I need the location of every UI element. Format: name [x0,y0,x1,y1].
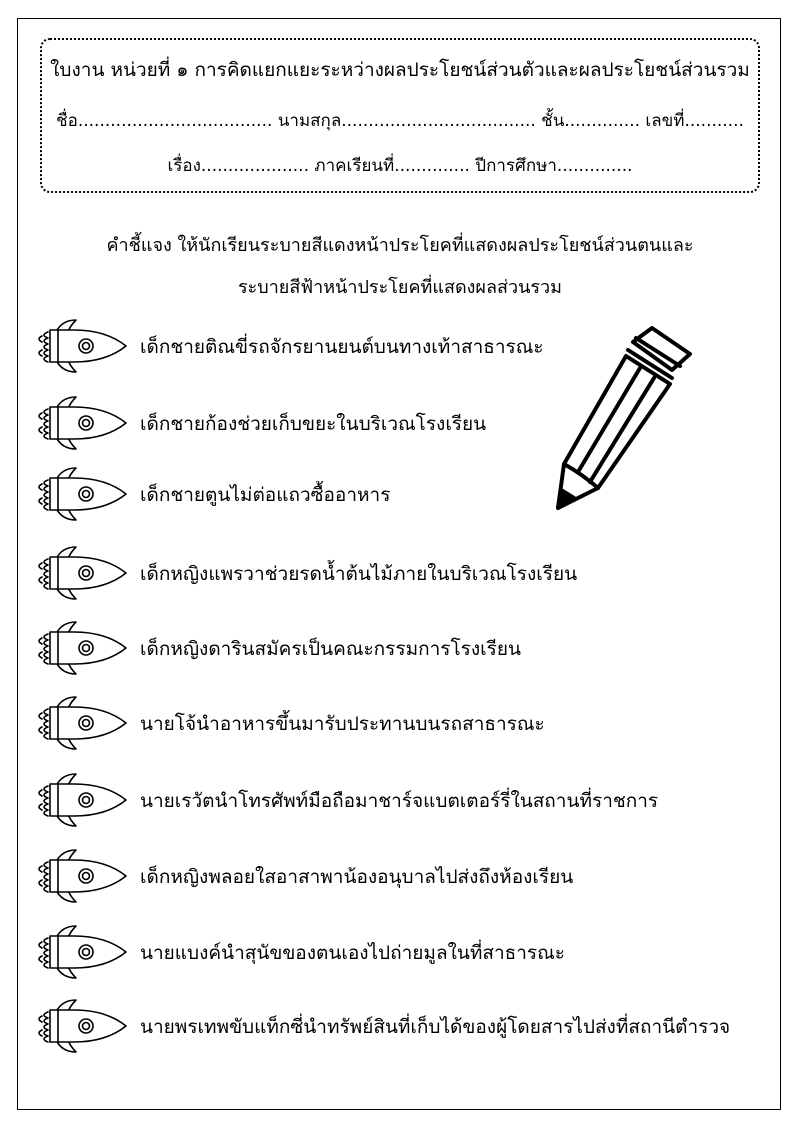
subject-info-line: เรื่อง.................... ภาคเรียนที่.............. ปีการศึกษา.............. [167,156,633,176]
statement-text: เด็กหญิงแพรวาช่วยรดน้ำต้นไม้ภายในบริเวณโรงเรียน [140,563,578,585]
rocket-icon[interactable] [28,466,132,522]
list-item-1 [28,318,768,374]
rocket-icon[interactable] [28,695,132,751]
list-item-8 [28,848,768,904]
statement-text: เด็กหญิงพลอยใสอาสาพาน้องอนุบาลไปส่งถึงห้องเรียน [140,866,574,888]
list-item-2 [28,395,768,451]
list-item-7 [28,772,768,828]
statement-text: นายแบงค์นำสุนัขของตนเองไปถ่ายมูลในที่สาธารณะ [140,942,565,964]
rocket-icon[interactable] [28,848,132,904]
statement-text: นายพรเทพขับแท็กซี่นำทรัพย์สินที่เก็บได้ของผู้โดยสารไปส่งที่สถานีตำรวจ [140,1016,731,1038]
rocket-icon[interactable] [28,620,132,676]
statement-text: เด็กชายตูนไม่ต่อแถวซื้ออาหาร [140,484,391,506]
statement-text: นายโจ้นำอาหารขึ้นมารับประทานบนรถสาธารณะ [140,713,545,735]
list-item-10 [28,998,768,1054]
worksheet-title: ใบงาน หน่วยที่ ๑ การคิดแยกแยะระหว่างผลประโยชน์ส่วนตัวและผลประโยชน์ส่วนรวม [50,59,750,81]
rocket-icon[interactable] [28,772,132,828]
instructions-line-1: คำชี้แจง ให้นักเรียนระบายสีแดงหน้าประโยคที่แสดงผลประโยชน์ส่วนตนและ [106,235,694,256]
list-item-9 [28,924,768,980]
rocket-icon[interactable] [28,395,132,451]
rocket-icon[interactable] [28,924,132,980]
statement-text: เด็กหญิงดารินสมัครเป็นคณะกรรมการโรงเรียน [140,638,521,660]
list-item-4 [28,545,768,601]
list-item-3 [28,466,768,522]
header-box [40,38,760,193]
student-info-line: ชื่อ.................................... นามสกุล.................................... ชั้น.............. เลขที่........... [56,111,744,131]
rocket-icon[interactable] [28,318,132,374]
statement-text: นายเรวัตนำโทรศัพท์มือถือมาชาร์จแบตเตอร์รี่ในสถานที่ราชการ [140,790,659,812]
rocket-icon[interactable] [28,998,132,1054]
instructions-line-2: ระบายสีฟ้าหน้าประโยคที่แสดงผลส่วนรวม [237,277,563,298]
statement-text: เด็กชายก้องช่วยเก็บขยะในบริเวณโรงเรียน [140,413,487,435]
list-item-5 [28,620,768,676]
list-item-6 [28,695,768,751]
statement-text: เด็กชายติณขี่รถจักรยานยนต์บนทางเท้าสาธารณะ [140,336,544,358]
rocket-icon[interactable] [28,545,132,601]
